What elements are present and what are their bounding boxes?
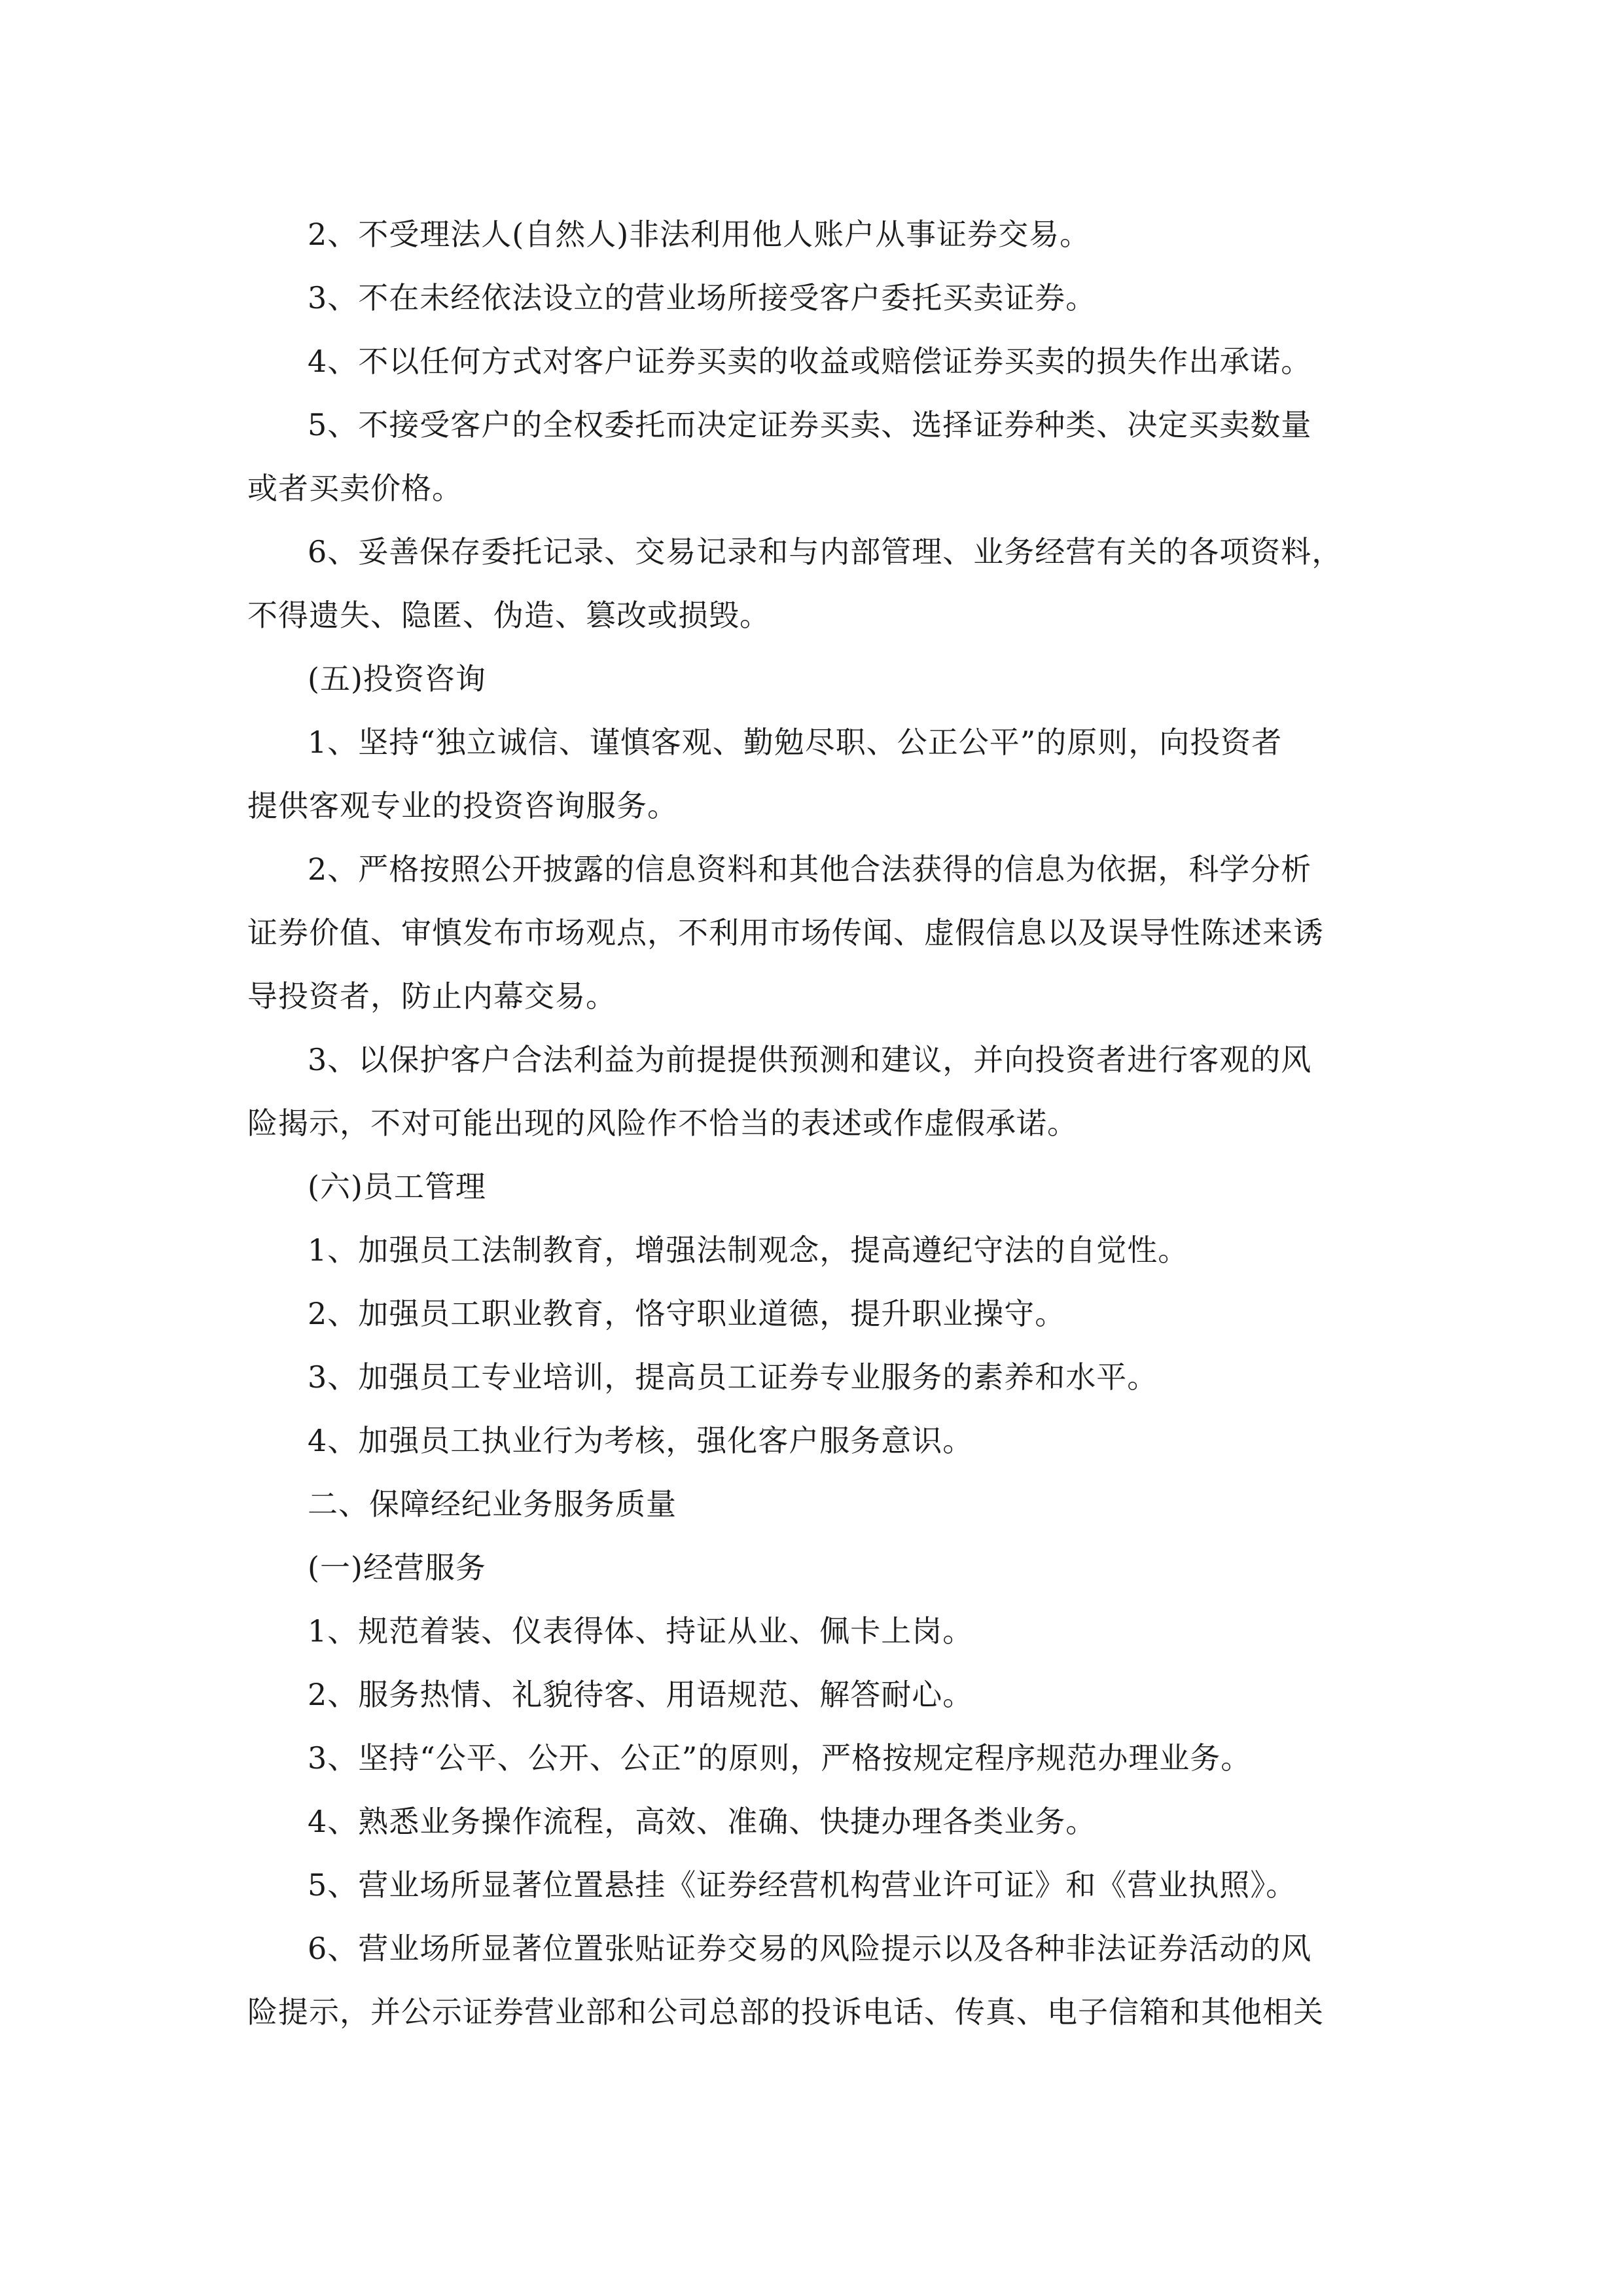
paragraph-line: 3、以保护客户合法利益为前提提供预测和建议，并向投资者进行客观的风 xyxy=(308,1042,1312,1077)
paragraph-line: 2、加强员工职业教育，恪守职业道德，提升职业操守。 xyxy=(308,1296,1066,1331)
paragraph-line: 1、加强员工法制教育，增强法制观念，提高遵纪守法的自觉性。 xyxy=(308,1232,1189,1268)
document-page xyxy=(247,203,1386,2044)
paragraph-line: 3、不在未经依法设立的营业场所接受客户委托买卖证券。 xyxy=(308,280,1097,315)
paragraph-line: 提供客观专业的投资咨询服务。 xyxy=(247,788,678,823)
paragraph-line: 2、服务热情、礼貌待客、用语规范、解答耐心。 xyxy=(308,1677,974,1712)
paragraph-line: 2、严格按照公开披露的信息资料和其他合法获得的信息为依据，科学分析 xyxy=(308,852,1312,887)
paragraph-line: 5、营业场所显著位置悬挂《证券经营机构营业许可证》和《营业执照》。 xyxy=(308,1867,1297,1903)
section-heading: (六)员工管理 xyxy=(308,1169,486,1204)
paragraph-line: 3、坚持“公平、公开、公正”的原则，严格按规定程序规范办理业务。 xyxy=(308,1740,1252,1776)
paragraph-line: 6、营业场所显著位置张贴证券交易的风险提示以及各种非法证券活动的风 xyxy=(308,1931,1312,1966)
section-heading: 二、保障经纪业务服务质量 xyxy=(308,1486,677,1522)
paragraph-line: 险揭示，不对可能出现的风险作不恰当的表述或作虚假承诺。 xyxy=(247,1105,1078,1141)
paragraph-line: 3、加强员工专业培训，提高员工证券专业服务的素养和水平。 xyxy=(308,1359,1158,1395)
paragraph-line: 1、规范着装、仪表得体、持证从业、佩卡上岗。 xyxy=(308,1613,974,1649)
section-heading: (五)投资咨询 xyxy=(308,661,486,696)
paragraph-line: 不得遗失、隐匿、伪造、篡改或损毁。 xyxy=(247,598,770,633)
paragraph-line: 6、妥善保存委托记录、交易记录和与内部管理、业务经营有关的各项资料， xyxy=(308,534,1343,569)
paragraph-line: 1、坚持“独立诚信、谨慎客观、勤勉尽职、公正公平”的原则，向投资者 xyxy=(308,725,1283,760)
paragraph-line: 4、不以任何方式对客户证券买卖的收益或赔偿证券买卖的损失作出承诺。 xyxy=(308,344,1312,379)
paragraph-line: 4、加强员工执业行为考核，强化客户服务意识。 xyxy=(308,1423,974,1458)
paragraph-line: 险提示，并公示证券营业部和公司总部的投诉电话、传真、电子信箱和其他相关 xyxy=(247,1994,1324,2030)
paragraph-line: 证券价值、审慎发布市场观点，不利用市场传闻、虚假信息以及误导性陈述来诱 xyxy=(247,915,1324,950)
paragraph-line: 4、熟悉业务操作流程，高效、准确、快捷办理各类业务。 xyxy=(308,1804,1097,1839)
section-heading: (一)经营服务 xyxy=(308,1550,486,1585)
paragraph-line: 或者买卖价格。 xyxy=(247,471,463,506)
paragraph-line: 导投资者，防止内幕交易。 xyxy=(247,978,616,1014)
paragraph-line: 2、不受理法人(自然人)非法利用他人账户从事证券交易。 xyxy=(308,217,1091,252)
paragraph-line: 5、不接受客户的全权委托而决定证券买卖、选择证券种类、决定买卖数量 xyxy=(308,407,1312,442)
